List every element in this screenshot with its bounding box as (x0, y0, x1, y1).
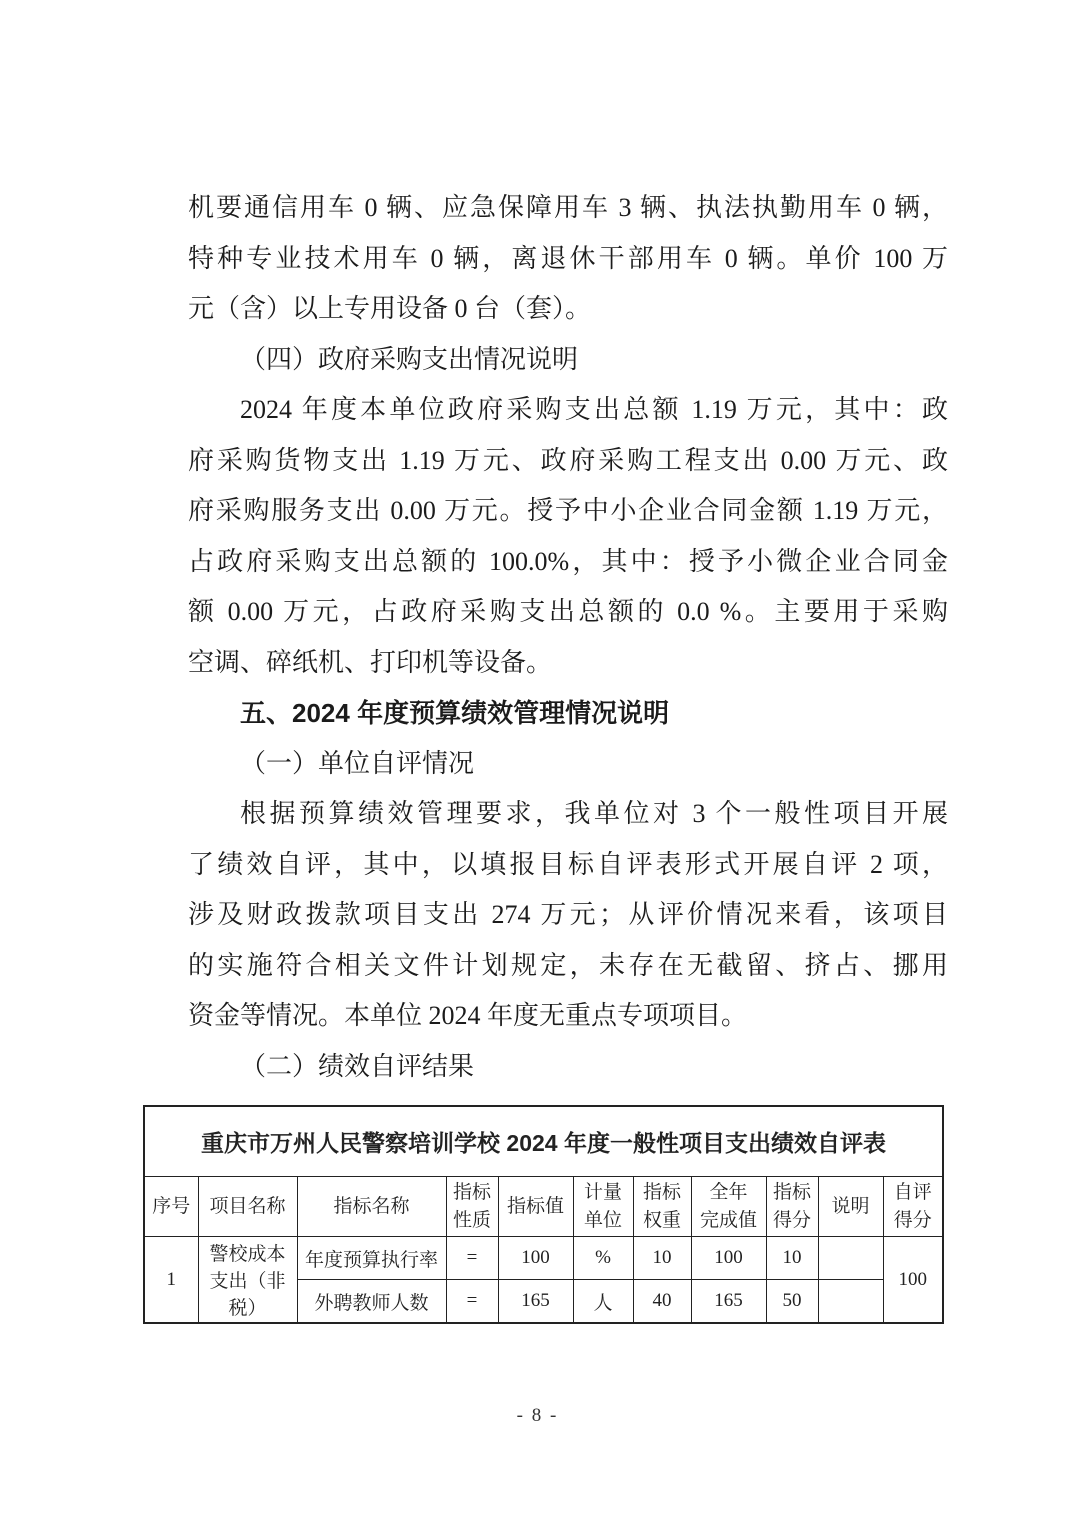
header-label: 计量 (583, 1182, 622, 1203)
cell-self-score: 100 (883, 1237, 943, 1324)
header-note (818, 1177, 883, 1237)
cell-note (818, 1237, 883, 1280)
header-completed-value (691, 1177, 766, 1237)
cell-seq: 1 (144, 1237, 198, 1324)
header-label: 说明 (831, 1195, 870, 1217)
cell-note (818, 1280, 883, 1324)
paragraph-line: 额 0.00 万元，占政府采购支出总额的 0.0 %。主要用于采购 (188, 597, 948, 626)
cell-target-value: 100 (498, 1237, 573, 1280)
header-project (198, 1177, 297, 1237)
header-indicator-name (297, 1177, 446, 1237)
paragraph-line: 空调、碎纸机、打印机等设备。 (188, 647, 553, 677)
paragraph-line: 2024 年度本单位政府采购支出总额 1.19 万元，其中：政 (240, 395, 948, 424)
paragraph-line: 府采购服务支出 0.00 万元。授予中小企业合同金额 1.19 万元， (188, 496, 948, 525)
cell-indicator-nature: = (446, 1237, 498, 1280)
header-target-value (498, 1177, 573, 1237)
cell-weight: 40 (633, 1280, 691, 1324)
cell-unit: 人 (573, 1280, 633, 1324)
document-body (188, 183, 948, 1092)
header-label: 指标值 (506, 1195, 564, 1217)
cell-indicator-nature: = (446, 1280, 498, 1324)
header-unit (573, 1177, 633, 1237)
paragraph-line: 特种专业技术用车 0 辆，离退休干部用车 0 辆。单价 100 万 (188, 243, 948, 273)
header-label: 自评 (893, 1182, 932, 1203)
header-label: 全年 (709, 1182, 748, 1203)
paragraph-line: 了绩效自评，其中，以填报目标自评表形式开展自评 2 项， (188, 849, 948, 879)
header-self-score (883, 1177, 943, 1237)
paragraph-line: 根据预算绩效管理要求，我单位对 3 个一般性项目开展 (240, 799, 948, 828)
header-label: 得分 (772, 1209, 811, 1231)
table-row (144, 1237, 943, 1280)
subsection-heading-2: （二）绩效自评结果 (240, 1051, 475, 1081)
table-title: 重庆市万州人民警察培训学校 2024 年度一般性项目支出绩效自评表 (144, 1106, 943, 1177)
header-label: 完成值 (699, 1209, 757, 1231)
header-label: 得分 (893, 1209, 932, 1231)
cell-indicator-name: 外聘教师人数 (297, 1280, 446, 1324)
header-seq (144, 1177, 198, 1237)
cell-indicator-score: 50 (766, 1280, 818, 1324)
header-label: 指标 (642, 1182, 681, 1203)
header-indicator-nature (446, 1177, 498, 1237)
header-label: 性质 (452, 1209, 491, 1231)
header-label: 指标名称 (333, 1195, 410, 1217)
performance-self-eval-table (143, 1105, 944, 1324)
cell-completed-value: 165 (691, 1280, 766, 1324)
header-label: 单位 (583, 1209, 622, 1231)
paragraph-line: 府采购货物支出 1.19 万元、政府采购工程支出 0.00 万元、政 (188, 445, 948, 475)
page-number: - 8 - (516, 1405, 559, 1426)
cell-completed-value: 100 (691, 1237, 766, 1280)
header-label: 序号 (152, 1195, 191, 1217)
cell-indicator-name: 年度预算执行率 (297, 1237, 446, 1280)
header-indicator-score (766, 1177, 818, 1237)
cell-weight: 10 (633, 1237, 691, 1280)
cell-target-value: 165 (498, 1280, 573, 1324)
header-label: 指标 (772, 1182, 811, 1203)
paragraph-line: 元（含）以上专用设备 0 台（套）。 (188, 294, 592, 323)
paragraph-line: 占政府采购支出总额的 100.0%，其中：授予小微企业合同金 (188, 546, 948, 576)
cell-indicator-score: 10 (766, 1237, 818, 1280)
subsection-heading-4: （四）政府采购支出情况说明 (240, 344, 579, 374)
paragraph-line: 的实施符合相关文件计划规定，未存在无截留、挤占、挪用 (188, 950, 948, 980)
paragraph-line: 涉及财政拨款项目支出 274 万元；从评价情况来看，该项目 (188, 900, 948, 929)
cell-unit: % (573, 1237, 633, 1280)
header-label: 指标 (452, 1182, 491, 1203)
header-weight (633, 1177, 691, 1237)
subsection-heading-1: （一）单位自评情况 (240, 748, 475, 778)
cell-project: 警校成本支出（非税） (198, 1237, 297, 1324)
paragraph-line: 资金等情况。本单位 2024 年度无重点专项项目。 (188, 1001, 748, 1030)
header-label: 项目名称 (209, 1195, 286, 1217)
section-heading-5: 五、2024 年度预算绩效管理情况说明 (240, 698, 670, 728)
paragraph-line: 机要通信用车 0 辆、应急保障用车 3 辆、执法执勤用车 0 辆， (188, 193, 948, 222)
header-label: 权重 (642, 1209, 681, 1231)
